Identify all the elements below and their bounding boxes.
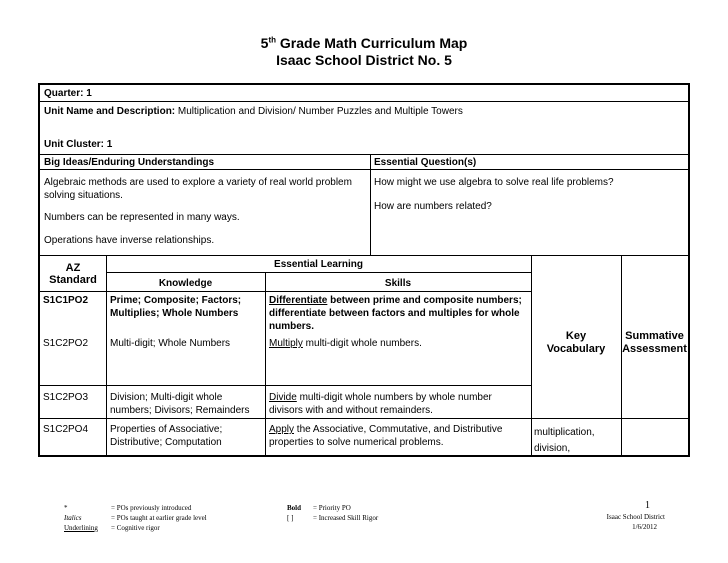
legend-item: Italics = POs taught at earlier grade level — [64, 514, 207, 522]
row-divider — [40, 169, 688, 170]
unit-description: Unit Name and Description: Multiplication and Division/ Number Puzzles and Multiple Towers — [44, 106, 463, 117]
standard-code: S1C2PO2 — [43, 338, 89, 349]
legend-item: * = POs previously introduced — [64, 504, 192, 512]
skills-cell: Differentiate between prime and composite numbers; differentiate between factors and multiples for whole numbers. — [269, 295, 522, 332]
quarter-label: Quarter: 1 — [44, 88, 92, 99]
vocabulary-cell: multiplication, division, — [534, 427, 595, 454]
footer-date: 1/6/2012 — [632, 523, 657, 531]
skills-header: Skills — [384, 278, 412, 289]
document-subtitle: Isaac School District No. 5 — [276, 52, 452, 68]
standard-code: S1C2PO4 — [43, 424, 89, 435]
essential-question-item: How might we use algebra to solve real life problems? — [374, 177, 614, 188]
document-title: 5th Grade Math Curriculum Map — [260, 35, 468, 51]
big-ideas-row — [40, 155, 688, 256]
page-number: 1 — [645, 500, 650, 511]
legend-item: Bold = Priority PO — [287, 504, 351, 512]
quarter-row — [40, 85, 688, 102]
row-divider — [40, 291, 531, 292]
skills-cell: Divide multi-digit whole numbers by whole number divisors with and without remainders. — [269, 392, 492, 416]
column-divider — [265, 272, 266, 455]
legend-item: [ ] = Increased Skill Rigor — [287, 514, 379, 522]
column-divider — [370, 155, 371, 255]
az-standard-header: AZ Standard — [49, 262, 97, 286]
big-idea-item: Algebraic methods are used to explore a variety of real world problem solving situations. — [44, 177, 352, 201]
legend-item: Underlining = Cognitive rigor — [64, 524, 160, 532]
essential-question-item: How are numbers related? — [374, 201, 492, 212]
summative-assessment-header: Summative Assessment — [622, 330, 687, 355]
footer-legend — [64, 503, 264, 533]
big-ideas-heading: Big Ideas/Enduring Understandings — [44, 157, 215, 168]
row-divider — [40, 418, 688, 419]
standard-code: S1C1PO2 — [43, 295, 89, 306]
knowledge-header: Knowledge — [158, 278, 213, 289]
knowledge-cell: Division; Multi-digit whole numbers; Divisors; Remainders — [110, 392, 250, 416]
district-name: Isaac School District — [606, 513, 665, 521]
row-divider — [40, 385, 531, 386]
essential-learning-header: Essential Learning — [274, 259, 363, 270]
row-divider — [106, 272, 531, 273]
footer-right — [560, 500, 670, 532]
essential-learning-table — [40, 256, 688, 455]
curriculum-table — [38, 83, 690, 457]
footer-legend-mid — [287, 503, 427, 523]
unit-cluster: Unit Cluster: 1 — [44, 139, 113, 150]
big-idea-item: Numbers can be represented in many ways. — [44, 212, 240, 223]
big-idea-item: Operations have inverse relationships. — [44, 235, 215, 246]
skills-cell: Apply the Associative, Commutative, and Distributive properties to solve numerical problems. — [269, 424, 503, 448]
unit-row — [40, 102, 688, 155]
knowledge-cell: Properties of Associative; Distributive; Computation — [110, 424, 223, 448]
standard-code: S1C2PO3 — [43, 392, 89, 403]
knowledge-cell: Multi-digit; Whole Numbers — [110, 338, 231, 349]
knowledge-cell: Prime; Composite; Factors; Multiplies; Whole Numbers — [110, 295, 242, 319]
key-vocabulary-header: Key Vocabulary — [546, 330, 606, 355]
skills-cell: Multiply multi-digit whole numbers. — [269, 338, 422, 349]
essential-questions-heading: Essential Question(s) — [374, 157, 477, 168]
document-header — [0, 35, 728, 68]
